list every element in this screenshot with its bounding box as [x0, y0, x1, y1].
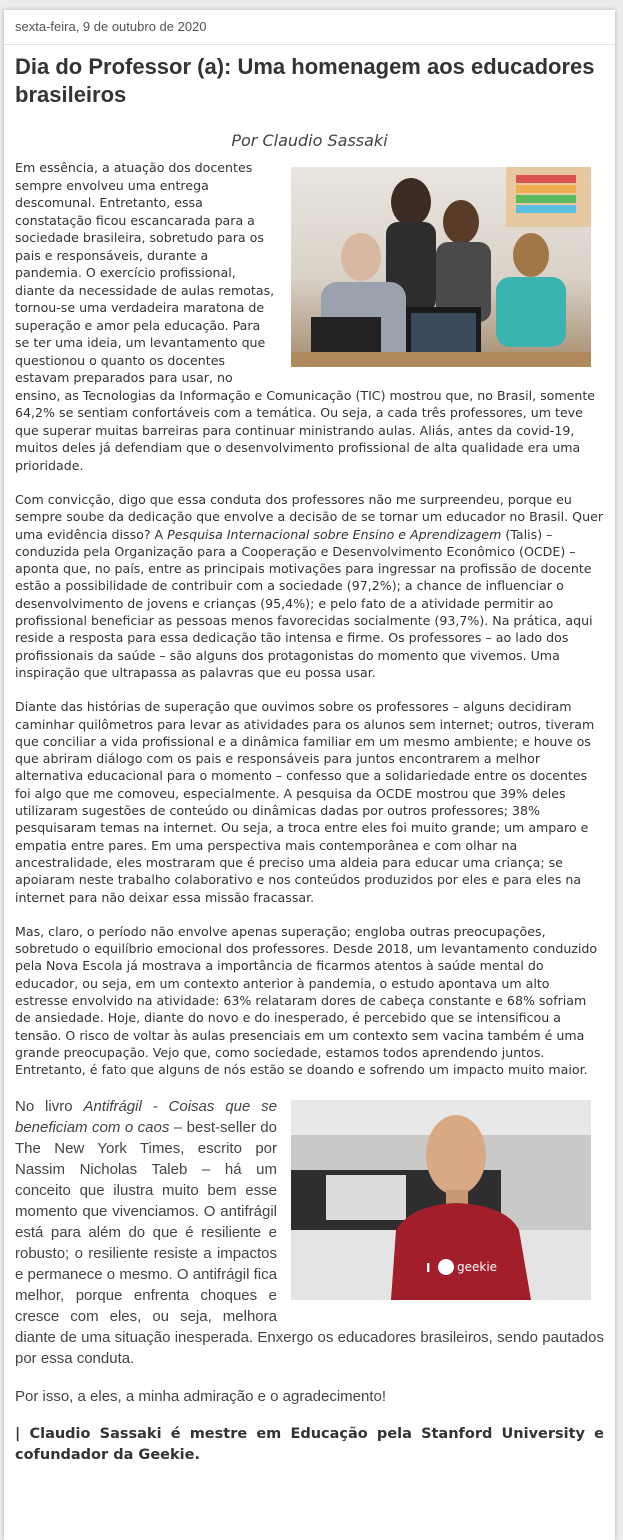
author-photo-illustration — [291, 1100, 591, 1300]
shirt-text-i: I — [426, 1260, 431, 1275]
text: – best-seller do The New York Times, escrito por Nassim Nicholas Taleb – há um conceito que ilustra muito bem esse momento que vivenciamos. O antifrágil está para além do que é resiliente e robusto; o resiliente resiste a impactos e permanece o mesmo. O antifrágil fica melhor, porque enfrenta choques e cresce com eles, ou seja, melhora diante de uma situação inesperada. Enxergo os educadores brasileiros, sendo pautados por essa conduta. — [15, 1118, 604, 1367]
text: (Talis) – conduzida pela Organização para a Cooperação e Desenvolvimento Econômico (OCDE) – aponta que, no país, entre as principais motivações para ingressar na profissão de docente estão a possibilidade de contribuir com a sociedade (97,2%); a chance de influenciar o desenvolvimento de jovens e crianças (95,4%); e pelo fato de a atividade permitir ao profissional beneficiar as pessoas menos favorecidas socialmente (93,7%). Na prática, aqui reside a resposta para essa dedicação tão intensa e firme. Os professores – ao lado dos profissionais da saúde – são alguns dos protagonistas do momento que vivemos. Uma inspiração que ultrapassa as palavras que eu possa usar. — [15, 526, 593, 680]
paragraph-intro: Em essência, a atuação dos docentes sempre envolveu uma entrega descomunal. Entretanto, essa constatação ficou escancarada para a sociedade brasileira, sobretudo para os pais e responsáveis, durante a pandemia. O exercício profissional, diante da necessidade de aulas remotas, tornou-se uma verdadeira maratona de superação e amor pela educação. Para se ter uma ideia, um levantamento que questionou o quanto os docentes estavam preparados para usar, no ensino, as Tecnologias da Informação e Comunicação (TIC) mostrou que, no Brasil, somente 64,2% se sentiam confortáveis com a temática. Ou seja, a cada três professores, um teve que superar muitas barreiras para continuar ministrando aulas. Aliás, antes da covid-19, muitos deles já defendiam que o desenvolvimento profissional de alta qualidade era uma prioridade. — [15, 160, 596, 473]
paragraph-thanks: Por isso, a eles, a minha admiração e o agradecimento! — [15, 1387, 387, 1405]
text: No livro — [15, 1097, 84, 1115]
author-bio: | Claudio Sassaki é mestre em Educação pela Stanford University e cofundador da Geekie. — [15, 1425, 604, 1463]
book-title: Antifrágil - Coisas que se beneficiam com o caos — [15, 1097, 278, 1136]
text: Com convicção, digo que essa conduta dos professores não me surpreendeu, porque eu sempre soube da dedicação que envolve a decisão de se tornar um educador no Brasil. Quer uma evidência disso? A — [15, 492, 603, 542]
paragraph-talis — [15, 491, 604, 681]
survey-name: Pesquisa Internacional sobre Ensino e Aprendizagem — [167, 526, 502, 542]
shirt-text-brand: geekie — [457, 1259, 498, 1274]
paragraph-emotional-health: Mas, claro, o período não envolve apenas superação; engloba outras preocupações, sobretudo o equilíbrio emocional dos professores. Desde 2018, um levantamento conduzido pela Nova Escola já mostrava a importância de ficarmos atentos à saúde mental do educador, ou seja, em um contexto anterior à pandemia, o estudo apontava um alto estresse envolvido na atividade: 63% relataram dores de cabeça constante e 68% sofriam de ansiedade. Hoje, diante do novo e do inesperado, é percebido que se intensificou a tensão. O risco de voltar às aulas presenciais em um contexto sem vacina também é uma grande preocupação. Vejo que, como sociedade, estamos todos aprendendo juntos. Entretanto, é fato que alguns de nós estão se doando e sofrendo um impacto muito maior. — [15, 923, 598, 1078]
blog-post — [4, 10, 615, 1540]
byline: Por Claudio Sassaki — [231, 131, 388, 150]
post-body — [4, 53, 615, 1466]
teachers-photo-illustration — [291, 167, 591, 367]
paragraph-solidarity: Diante das histórias de superação que ouvimos sobre os professores – alguns decidiram caminhar quilômetros para levar as atividades para os alunos sem internet; outros, tiveram que conciliar a vida profissional e a dinâmica familiar em um mesmo ambiente; e houve os que abriram diálogo com os pais e responsáveis para juntos encontrarem a melhor alternativa educacional para o momento – confesso que a solidariedade entre os docentes foi algo que me comoveu, especialmente. A pesquisa da OCDE mostrou que 39% deles utilizaram sugestões de conteúdo ou dinâmicas dadas por outros professores; 38% pesquisaram temas na internet. Ou seja, a troca entre eles foi muito grande; um amparo e empatia entre pares. Em uma perspectiva mais contemporânea e com olhar na ancestralidade, eles mostraram que é preciso uma aldeia para educar uma criança; se apoiaram neste trabalho colaborativo e nos conteúdos produzidos por eles e para eles na internet para não deixar essa missão fracassar. — [15, 699, 595, 905]
teachers-at-laptops-photo — [291, 167, 591, 367]
post-title: Dia do Professor (a): Uma homenagem aos educadores brasileiros — [15, 54, 595, 107]
speech-bubble-icon — [438, 1259, 454, 1275]
author-portrait-photo — [291, 1100, 591, 1300]
post-date: sexta-feira, 9 de outubro de 2020 — [4, 10, 615, 45]
